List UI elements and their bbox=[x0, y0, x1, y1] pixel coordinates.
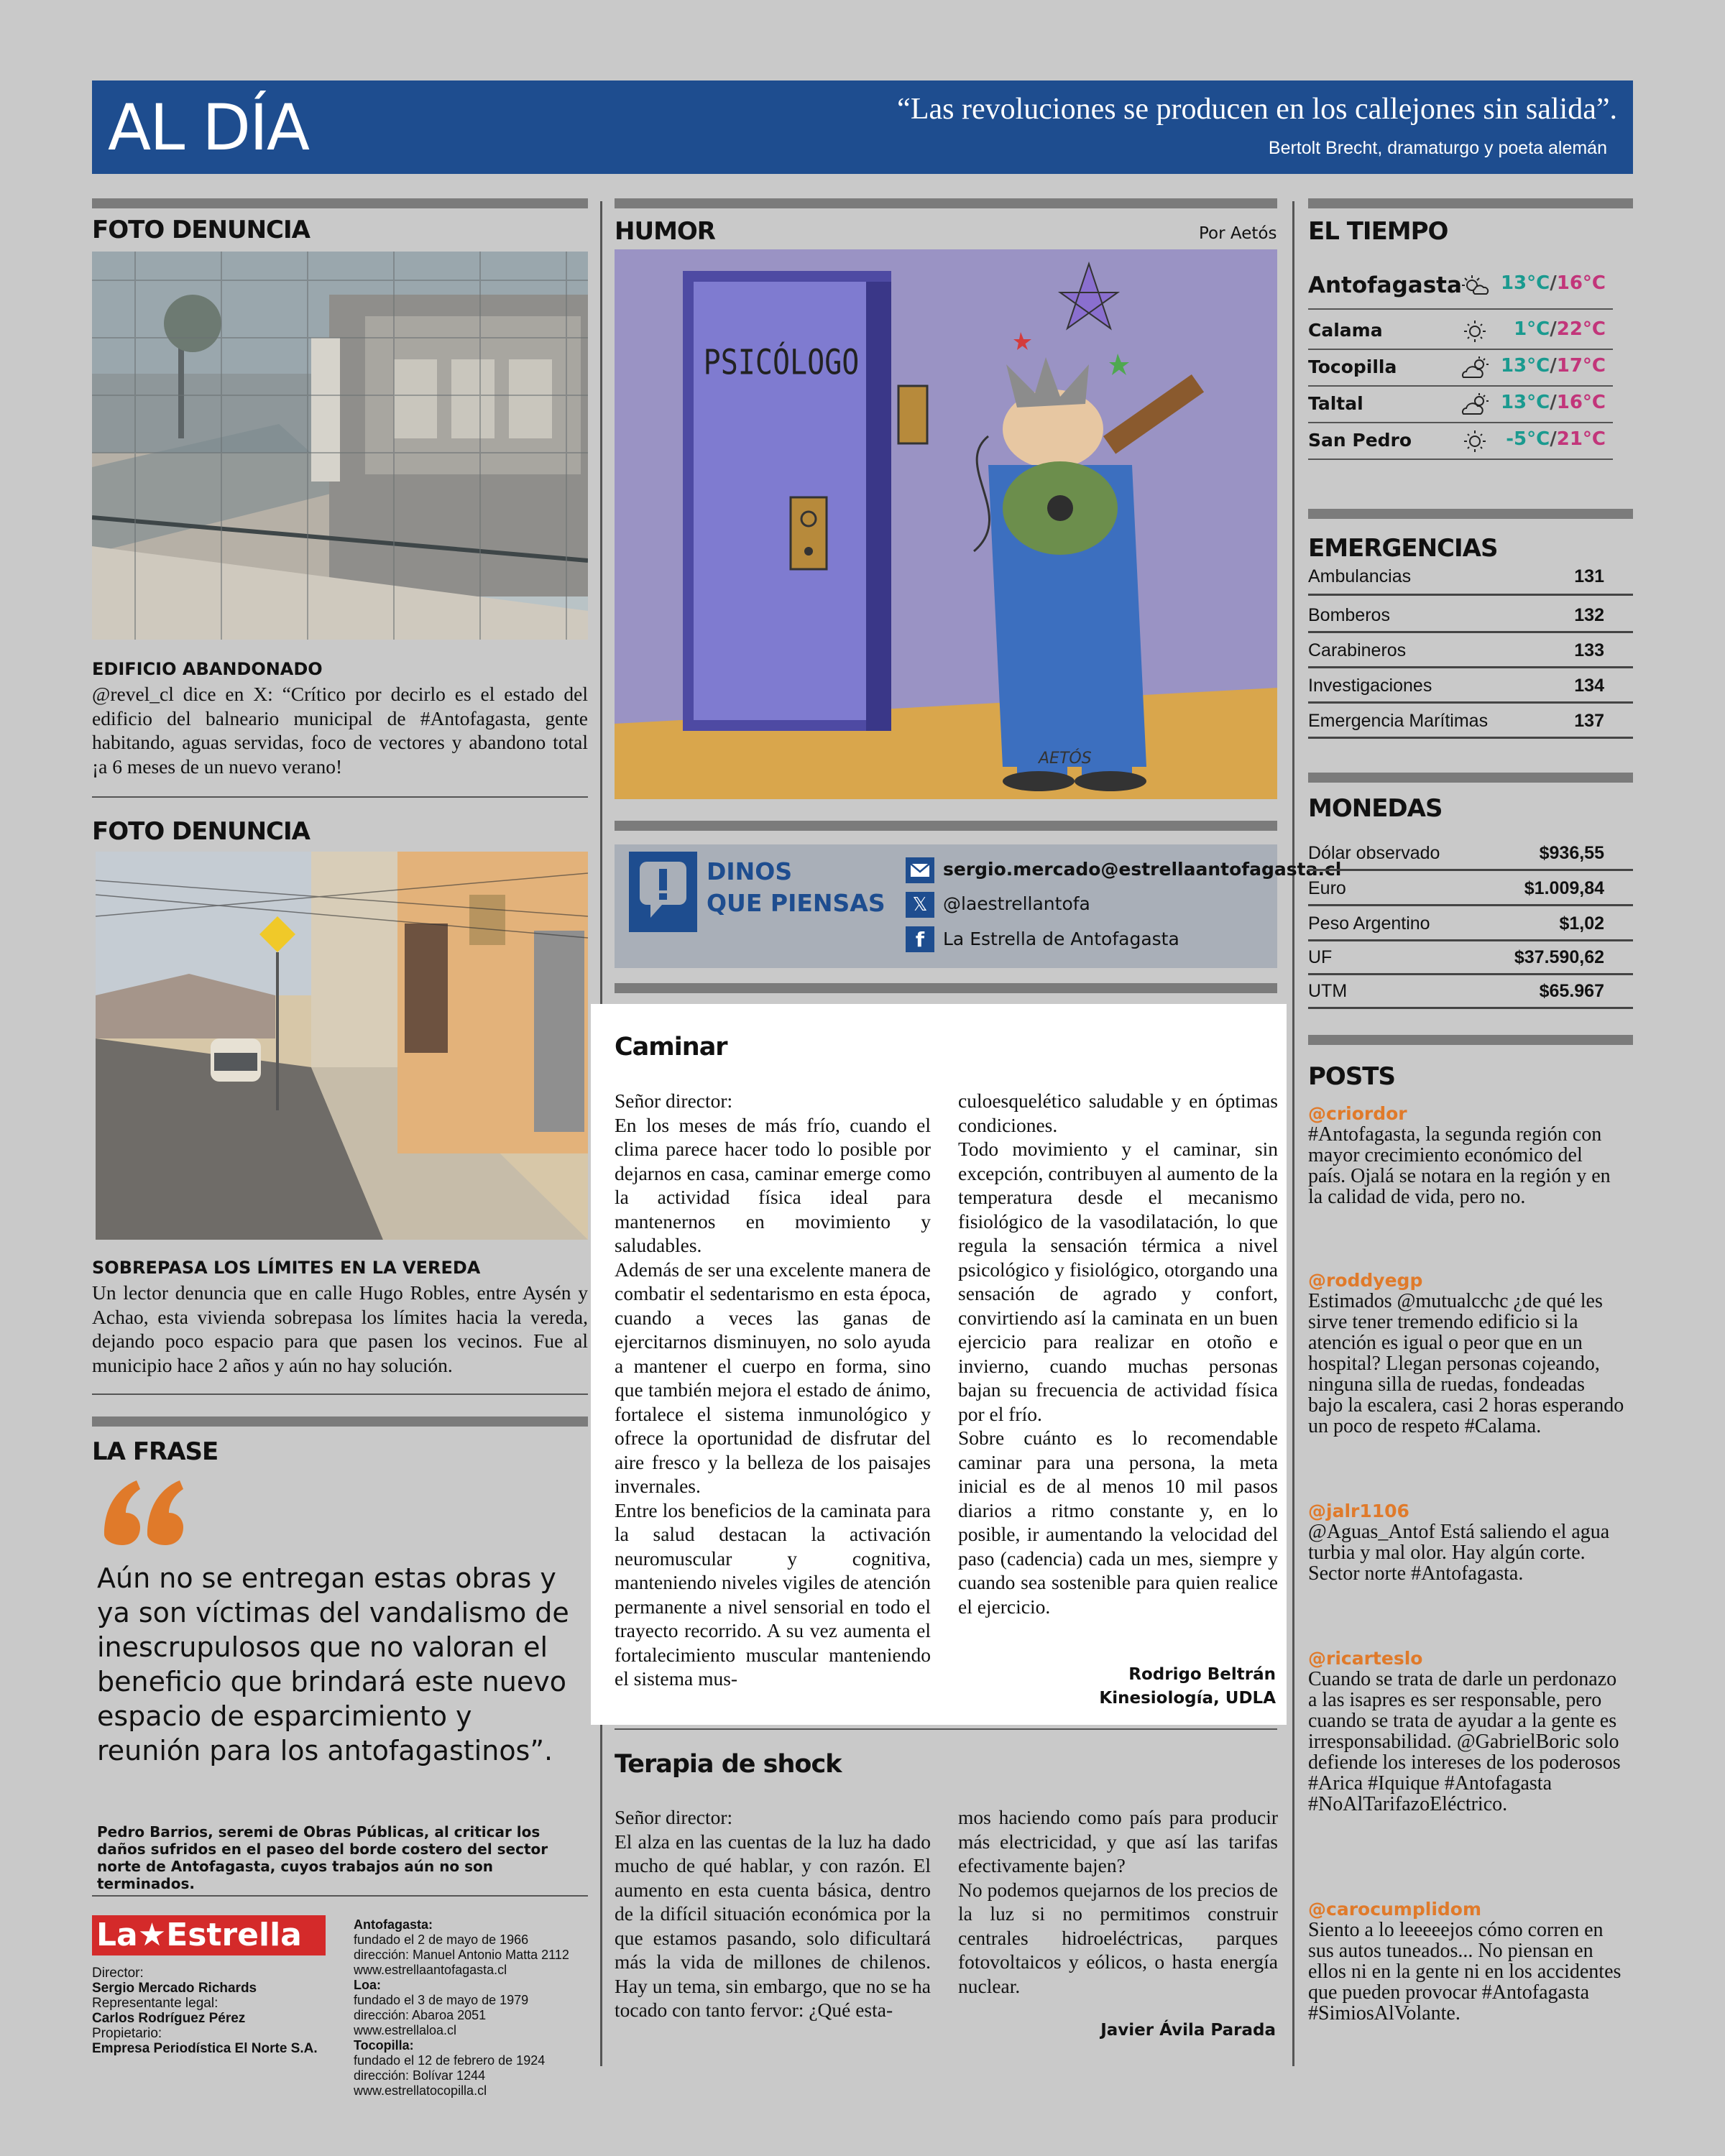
currency-row bbox=[1308, 940, 1633, 975]
exclamation-icon bbox=[629, 852, 697, 932]
sun-cloud-icon bbox=[1459, 272, 1491, 298]
section-bar bbox=[92, 1416, 588, 1427]
letter-column-1: Señor director: En los meses de más frío, cuando el clima parece hacer todo lo posible por dejarnos en casa, caminar emerge como la actividad física ideal para mantenernos en movimiento y saludables. Además de ser una excelente manera de combatir el sedentarismo en esta época, cuando a veces las ganas de ejercitarnos disminuyen, no solo ayuda a mantener el cuerpo en forma, sino que también mejora el estado de ánimo, fortalece el sistema inmunológico y ofrece la oportunidad de disfrutar del aire fresco y la belleza de los paisajes invernales. Entre los beneficios de la caminata para la salud destacan la activación neuromuscular y cognitiva, manteniendo niveles vigiles de atención permanente a nivel sensorial en todo el trayecto recorrido. A su vez aumenta el fortalecimiento muscular manteniendo el sistema mus- bbox=[615, 1089, 931, 1690]
social-post bbox=[1308, 1501, 1624, 1584]
street-house-photo bbox=[96, 852, 588, 1240]
temp-min: 13°C bbox=[1500, 392, 1550, 413]
weather-row bbox=[1308, 387, 1613, 423]
post-handle[interactable]: @jalr1106 bbox=[1308, 1501, 1409, 1521]
weather-city: Taltal bbox=[1308, 393, 1363, 414]
emergency-label: Bomberos bbox=[1308, 605, 1390, 625]
temp-separator: / bbox=[1550, 392, 1557, 413]
weather-row bbox=[1308, 314, 1613, 350]
post-handle[interactable]: @ricarteslo bbox=[1308, 1648, 1423, 1669]
la-estrella-logo bbox=[92, 1915, 326, 1955]
section-bar bbox=[615, 198, 1277, 208]
divider bbox=[92, 1393, 588, 1395]
emergency-label: Ambulancias bbox=[1308, 566, 1412, 586]
temp-min: -5°C bbox=[1506, 428, 1550, 450]
temp-max: 16°C bbox=[1556, 392, 1606, 413]
currency-label: Dólar observado bbox=[1308, 843, 1440, 863]
emergency-number[interactable]: 132 bbox=[1574, 605, 1604, 625]
foto-denuncia-1-text: @revel_cl dice en X: “Crítico por decirlo es el estado del edificio del balneario municipal de #Antofagasta, gente habitando, aguas servidas, foco de vectores y abandono total ¡a 6 meses de un nuevo verano! bbox=[92, 683, 588, 778]
emergency-row bbox=[1308, 704, 1633, 739]
star-icon: ★ bbox=[137, 1917, 167, 1953]
social-post bbox=[1308, 1648, 1624, 1815]
posts-heading: POSTS bbox=[1308, 1062, 1395, 1091]
letter-signer: Javier Ávila Parada bbox=[1100, 2021, 1276, 2040]
temp-max: 21°C bbox=[1556, 428, 1606, 450]
divider bbox=[92, 1895, 588, 1897]
social-post bbox=[1308, 1899, 1624, 2024]
temp-separator: / bbox=[1550, 272, 1557, 294]
post-handle[interactable]: @roddyegp bbox=[1308, 1270, 1423, 1291]
contact-title bbox=[707, 856, 886, 919]
edition-city: Antofagasta: bbox=[354, 1917, 433, 1932]
la-frase-heading: LA FRASE bbox=[92, 1437, 218, 1466]
section-bar bbox=[1308, 509, 1633, 519]
post-text: @Aguas_Antof Está saliendo el agua turbia y mal olor. Hay algún corte. Sector norte #Antofagasta. bbox=[1308, 1521, 1610, 1585]
post-text: Siento a lo leeeeejos cómo corren en sus autos tuneados... No piensan en ellos ni en la gente ni en los accidentes que pueden provocar #Antofagasta #SimiosAlVolante. bbox=[1308, 1919, 1622, 2024]
owner-name: Empresa Periodística El Norte S.A. bbox=[92, 2041, 318, 2056]
temp-separator: / bbox=[1550, 318, 1557, 340]
weather-city: Calama bbox=[1308, 320, 1383, 341]
temp-max: 22°C bbox=[1556, 318, 1606, 340]
contact-title-line1: DINOS bbox=[707, 857, 793, 885]
edition-founded: fundado el 2 de mayo de 1966 bbox=[354, 1932, 529, 1947]
rep-label: Representante legal: bbox=[92, 1996, 218, 2011]
masthead-banner bbox=[92, 80, 1633, 174]
foto-denuncia-2-text: Un lector denuncia que en calle Hugo Robles, entre Aysén y Achao, esta vivienda sobrepasa los límites hacia la vereda, dejando poco espacio para que pasen los vecinos. Fue al municipio hace 2 años y aún no hay solución. bbox=[92, 1281, 588, 1376]
emergency-label: Investigaciones bbox=[1308, 676, 1432, 696]
contact-title-line2: QUE PIENSAS bbox=[707, 889, 886, 917]
social-post bbox=[1308, 1270, 1624, 1437]
cloud-sun-icon bbox=[1459, 355, 1491, 381]
emergency-number[interactable]: 131 bbox=[1574, 566, 1604, 586]
foto-denuncia-1-headline: EDIFICIO ABANDONADO bbox=[92, 659, 323, 679]
section-bar bbox=[615, 821, 1277, 831]
edition-address: dirección: Bolívar 1244 bbox=[354, 2068, 486, 2083]
currency-value: $37.590,62 bbox=[1514, 947, 1604, 967]
emergency-row bbox=[1308, 668, 1633, 704]
currency-row bbox=[1308, 836, 1633, 871]
temp-min: 13°C bbox=[1500, 355, 1550, 377]
weather-heading: EL TIEMPO bbox=[1308, 217, 1448, 246]
post-text: #Antofagasta, la segunda región con mayor crecimiento económico del país. Ojalá se notara en la región y en la calidad de vida, pero no. bbox=[1308, 1123, 1611, 1208]
abandoned-building-photo bbox=[92, 252, 588, 640]
director-name: Sergio Mercado Richards bbox=[92, 1981, 257, 1996]
post-handle[interactable]: @criordor bbox=[1308, 1103, 1407, 1124]
section-bar bbox=[1308, 1035, 1633, 1045]
section-bar bbox=[1308, 773, 1633, 783]
door-sign: PSICÓLOGO bbox=[703, 343, 860, 383]
temp-max: 17°C bbox=[1556, 355, 1606, 377]
temp-separator: / bbox=[1550, 428, 1557, 450]
emergency-row bbox=[1308, 563, 1633, 596]
post-text: Cuando se trata de darle un perdonazo a las isapres es ser responsable, pero cuando se trata de ayudar a la gente es irresponsabilidad. @GabrielBoric solo defiende los intereses de los poderosos #Arica #Iquique #Antofagasta #NoAlTarifazoEléctrico. bbox=[1308, 1668, 1621, 1815]
letter-column-2: culoesquelético saludable y en óptimas condiciones. Todo movimiento y el caminar, sin excepción, contribuyen al aumento de la temperatura desde el mecanismo fisiológico de la vasodilatación, lo que regula la sensación térmica a nivel psicológico y fisiológico, otorgando una sensación de agrado y confort, convirtiendo así la caminata en un buen ejercicio para realizar en otoño e invierno, cuando muchas personas bajan su frecuencia de actividad física por el frío. Sobre cuánto es lo recomendable caminar para una persona, la meta inicial es de al menos 10 mil pasos diarios a ritmo constante y, en lo posible, ir aumentando la velocidad del paso (cadencia) cada un mes, siempre y cuando sea sostenible para quien realice el ejercicio. bbox=[958, 1089, 1278, 1618]
contact-email-link[interactable]: sergio.mercado@estrellaantofagasta.cl bbox=[943, 859, 1342, 880]
edition-founded: fundado el 12 de febrero de 1924 bbox=[354, 2053, 546, 2068]
logo-text-estrella: Estrella bbox=[166, 1917, 302, 1953]
post-handle[interactable]: @carocumplidom bbox=[1308, 1899, 1482, 1920]
emergency-number[interactable]: 137 bbox=[1574, 711, 1604, 731]
social-post bbox=[1308, 1103, 1624, 1207]
emergency-row bbox=[1308, 633, 1633, 668]
la-frase-quote: Aún no se entregan estas obras y ya son víctimas del vandalismo de inescrupulosos que no valoran el beneficio que brindará este nuevo espacio de esparcimiento y reunión para los antofagastinos”. bbox=[97, 1562, 569, 1766]
emergency-number[interactable]: 133 bbox=[1574, 640, 1604, 660]
header-quote-author: Bertolt Brecht, dramaturgo y poeta alemán bbox=[1268, 138, 1607, 158]
section-bar bbox=[92, 198, 588, 208]
letter-column-1: Señor director: El alza en las cuentas de la luz ha dado mucho de qué hablar, y con razón. El aumento en esta cuenta básica, dentro de la difícil situación económica por la que estamos pasando, solo dificultará más la vida de millones de chilenos. Hay un tema, sin embargo, que no se ha tocado con tanto fervor: ¿Qué esta- bbox=[615, 1806, 931, 2021]
currency-value: $65.967 bbox=[1539, 981, 1604, 1001]
section-title: AL DÍA bbox=[108, 91, 309, 165]
weather-row bbox=[1308, 351, 1613, 387]
temp-min: 1°C bbox=[1514, 318, 1550, 340]
currency-value: $1,02 bbox=[1559, 913, 1604, 934]
weather-city: Tocopilla bbox=[1308, 356, 1397, 377]
weather-row bbox=[1308, 268, 1613, 310]
foto-denuncia-heading-2: FOTO DENUNCIA bbox=[92, 817, 310, 846]
quote-mark-icon bbox=[97, 1473, 190, 1560]
letter-title: Terapia de shock bbox=[615, 1750, 842, 1779]
owner-label: Propietario: bbox=[92, 2026, 162, 2041]
letter-signer-role: Kinesiología, UDLA bbox=[1099, 1689, 1276, 1708]
emergency-label: Emergencia Marítimas bbox=[1308, 711, 1489, 731]
weather-city: Antofagasta bbox=[1308, 272, 1462, 298]
sun-icon bbox=[1459, 318, 1491, 344]
cartoon-signature: AETÓS bbox=[1039, 750, 1092, 768]
weather-row bbox=[1308, 424, 1613, 460]
emergency-row bbox=[1308, 598, 1633, 633]
humor-byline: Por Aetós bbox=[1199, 224, 1277, 243]
foto-denuncia-2-headline: SOBREPASA LOS LÍMITES EN LA VEREDA bbox=[92, 1258, 481, 1278]
section-bar bbox=[615, 983, 1277, 993]
column-divider bbox=[1292, 201, 1294, 2066]
contact-facebook-link[interactable]: La Estrella de Antofagasta bbox=[943, 929, 1179, 949]
currency-label: UF bbox=[1308, 947, 1333, 967]
emergency-label: Carabineros bbox=[1308, 640, 1407, 660]
emergencias-heading: EMERGENCIAS bbox=[1308, 534, 1498, 563]
contact-x-link[interactable]: @laestrellantofa bbox=[943, 893, 1090, 914]
edition-founded: fundado el 3 de mayo de 1979 bbox=[354, 1993, 529, 2007]
edition-city: Loa: bbox=[354, 1978, 381, 1992]
currency-value: $1.009,84 bbox=[1524, 878, 1604, 898]
monedas-heading: MONEDAS bbox=[1308, 794, 1443, 823]
currency-row bbox=[1308, 974, 1633, 1009]
currency-value: $936,55 bbox=[1539, 843, 1604, 863]
letter-signer: Rodrigo Beltrán bbox=[1128, 1665, 1276, 1684]
facebook-icon: f bbox=[906, 926, 934, 952]
humor-cartoon bbox=[615, 249, 1277, 799]
colophon-staff bbox=[92, 1966, 318, 2056]
colophon-editions bbox=[354, 1917, 569, 2099]
temp-separator: / bbox=[1550, 355, 1557, 377]
director-label: Director: bbox=[92, 1966, 144, 1981]
humor-heading: HUMOR bbox=[615, 217, 715, 246]
section-bar bbox=[1308, 198, 1633, 208]
logo-text-la: La bbox=[96, 1917, 138, 1953]
letter-column-2: mos haciendo como país para producir más electricidad, y que así las tarifas efectivamente bajen? No podemos quejarnos de los precios de la luz si no permitimos construir centrales hidroeléctricas, parques fotovoltaicos y eólicos, o hasta energía nuclear. bbox=[958, 1806, 1278, 1997]
edition-web-link[interactable]: www.estrellaloa.cl bbox=[354, 2023, 457, 2037]
foto-denuncia-heading: FOTO DENUNCIA bbox=[92, 216, 310, 244]
temp-max: 16°C bbox=[1556, 272, 1606, 294]
edition-web-link[interactable]: www.estrellaantofagasta.cl bbox=[354, 1963, 507, 1977]
currency-label: Peso Argentino bbox=[1308, 913, 1430, 934]
currency-label: Euro bbox=[1308, 878, 1346, 898]
emergency-number[interactable]: 134 bbox=[1574, 676, 1604, 696]
post-text: Estimados @mutualcchc ¿de qué les sirve tener tremendo edificio si la atención es igual o peor que en un hospital? Llegan personas cojeando, ninguna silla de ruedas, fondeadas bajo la escalera, casi 2 horas esperando un poco de respeto #Calama. bbox=[1308, 1290, 1624, 1437]
temp-min: 13°C bbox=[1500, 272, 1550, 294]
x-logo-icon: 𝕏 bbox=[906, 892, 934, 918]
rep-name: Carlos Rodríguez Pérez bbox=[92, 2011, 246, 2026]
edition-web-link[interactable]: www.estrellatocopilla.cl bbox=[354, 2083, 487, 2098]
email-icon bbox=[906, 857, 934, 883]
edition-address: dirección: Manuel Antonio Matta 2112 bbox=[354, 1948, 569, 1962]
la-frase-attribution: Pedro Barrios, seremi de Obras Públicas, al criticar los daños sufridos en el paseo del borde costero del sector norte de Antofagasta, cuyos trabajos aún no son terminados. bbox=[97, 1823, 548, 1892]
divider bbox=[92, 796, 588, 798]
divider bbox=[615, 1728, 1277, 1730]
letter-title: Caminar bbox=[615, 1033, 727, 1061]
currency-row bbox=[1308, 906, 1633, 941]
cloud-sun-icon bbox=[1459, 392, 1491, 418]
sun-icon bbox=[1459, 428, 1491, 454]
weather-city: San Pedro bbox=[1308, 430, 1412, 451]
currency-row bbox=[1308, 871, 1633, 906]
edition-city: Tocopilla: bbox=[354, 2038, 414, 2053]
edition-address: dirección: Abaroa 2051 bbox=[354, 2008, 487, 2022]
currency-label: UTM bbox=[1308, 981, 1348, 1001]
header-quote: “Las revoluciones se producen en los callejones sin salida”. bbox=[897, 93, 1617, 126]
